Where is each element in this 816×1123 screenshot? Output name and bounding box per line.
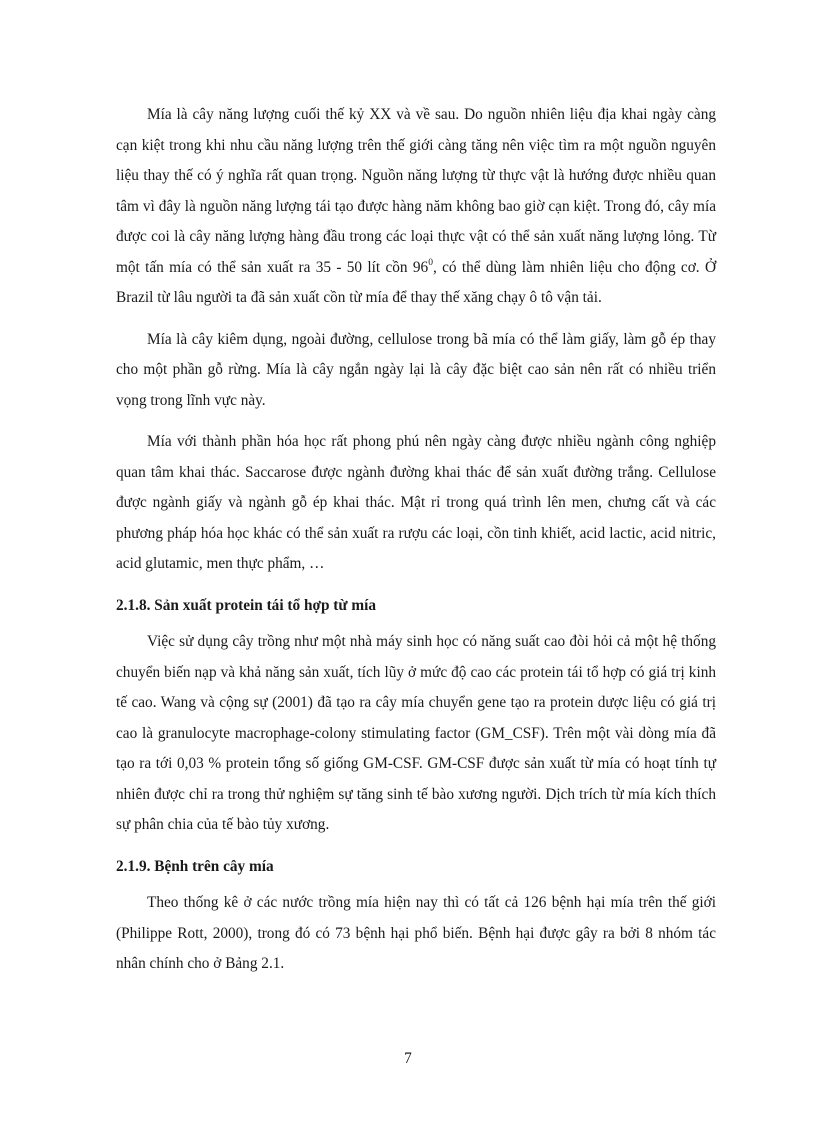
paragraph-diseases: Theo thống kê ở các nước trồng mía hiện nay thì có tất cả 126 bệnh hại mía trên thế giới (Philippe Rott, 2000), trong đó có 73 bệnh hại phổ biến. Bệnh hại được gây ra bởi 8 nhóm tác nhân chính cho ở Bảng 2.1.: [116, 894, 716, 972]
paragraph-dual-use: Mía là cây kiêm dụng, ngoài đường, cellulose trong bã mía có thể làm giấy, làm gỗ ép thay cho một phần gỗ rừng. Mía là cây ngắn ngày lại là cây đặc biệt cao sản nên rất có nhiều triển vọng trong lĩnh vực này.: [116, 330, 716, 409]
document-body: [116, 100, 716, 991]
paragraph-energy-crop: [116, 100, 716, 314]
section-heading-2-1-9: 2.1.9. Bệnh trên cây mía: [116, 857, 274, 875]
paragraph-chemical-composition: Mía với thành phần hóa học rất phong phú nên ngày càng được nhiều ngành công nghiệp quan tâm khai thác. Saccarose được ngành đường khai thác để sản xuất đường trắng. Cellulose được ngành giấy và ngành gỗ ép khai thác. Mật rỉ trong quá trình lên men, chưng cất và các phương pháp hóa học khác có thể sản xuất ra rượu các loại, cồn tinh khiết, acid lactic, acid nitric, acid glutamic, men thực phẩm, …: [116, 433, 716, 572]
section-heading-2-1-8: 2.1.8. Sản xuất protein tái tổ hợp từ mía: [116, 596, 377, 614]
paragraph-recombinant-protein: Việc sử dụng cây trồng như một nhà máy sinh học có năng suất cao đòi hỏi cả một hệ thống chuyển biến nạp và khả năng sản xuất, tích lũy ở mức độ cao các protein tái tổ hợp có giá trị kinh tế cao. Wang và cộng sự (2001) đã tạo ra cây mía chuyển gene tạo ra protein dược liệu có giá trị cao là granulocyte macrophage-colony stimulating factor (GM_CSF). Trên một vài dòng mía đã tạo ra tới 0,03 % protein tổng số giống GM-CSF. GM-CSF được sản xuất từ mía có hoạt tính tự nhiên được chỉ ra trong thử nghiệm sự tăng sinh tế bào xương người. Dịch trích từ mía kích thích sự phân chia của tế bào tủy xương.: [116, 633, 716, 833]
paragraph-text: Mía là cây năng lượng cuối thế kỷ XX và về sau. Do nguồn nhiên liệu địa khai ngày càng cạn kiệt trong khi nhu cầu năng lượng trên thế giới càng tăng nên việc tìm ra một nguồn nguyên liệu thay thế có ý nghĩa rất quan trọng. Nguồn năng lượng từ thực vật là hướng được nhiều quan tâm vì đây là nguồn năng lượng tái tạo được hàng năm không bao giờ cạn kiệt. Trong đó, cây mía được coi là cây năng lượng hàng đầu trong các loại thực vật có thể sản xuất năng lượng lỏng. Từ một tấn mía có thể sản xuất ra 35 - 50 lít cồn 96: [116, 106, 716, 276]
page-number: 7: [404, 1050, 412, 1067]
paragraph-text-continued: , có thể dùng làm nhiên liệu cho động cơ. Ở Brazil từ lâu người ta đã sản xuất cồn từ mía để thay thế xăng chạy ô tô vận tải.: [116, 258, 717, 306]
degree-superscript: 0: [428, 257, 433, 268]
